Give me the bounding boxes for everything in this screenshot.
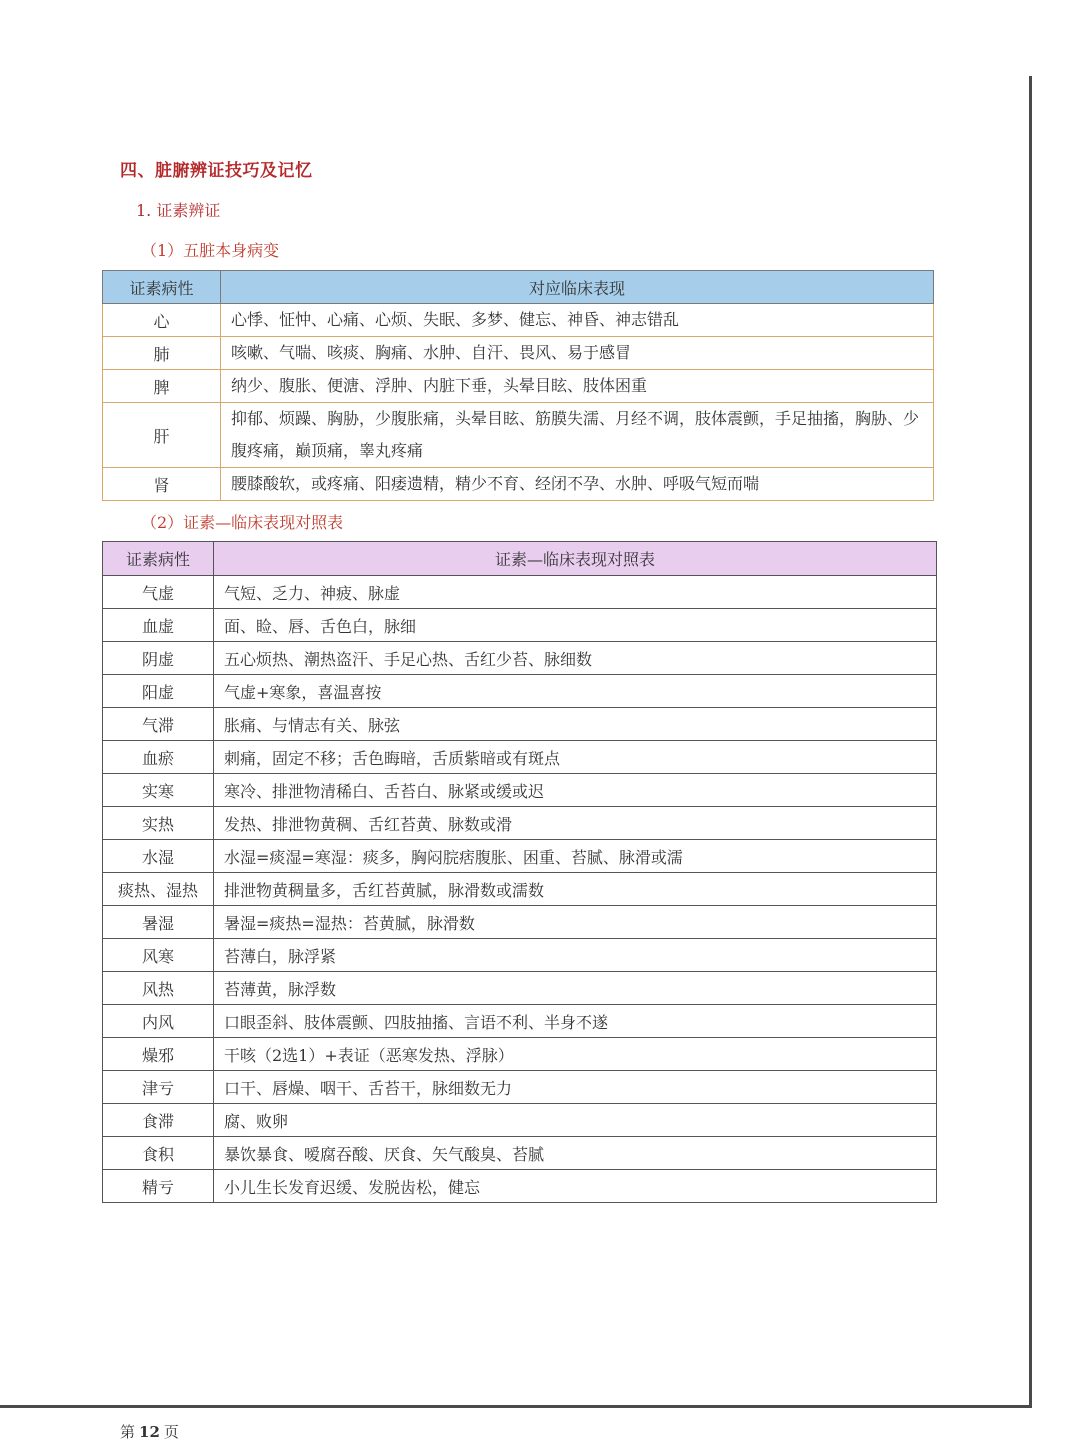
column-header: 证素—临床表现对照表 <box>214 542 937 576</box>
manifestation-cell: 排泄物黄稠量多，舌红苔黄腻，脉滑数或濡数 <box>214 873 937 906</box>
syndrome-cell: 燥邪 <box>103 1038 214 1071</box>
manifestation-cell: 寒冷、排泄物清稀白、舌苔白、脉紧或缓或迟 <box>214 774 937 807</box>
manifestation-cell: 苔薄黄，脉浮数 <box>214 972 937 1005</box>
manifestation-cell: 胀痛、与情志有关、脉弦 <box>214 708 937 741</box>
symptom-cell: 心悸、怔忡、心痛、心烦、失眠、多梦、健忘、神昏、神志错乱 <box>221 304 934 337</box>
syndrome-cell: 气虚 <box>103 576 214 609</box>
page-footer <box>120 1421 179 1442</box>
page-suffix: 页 <box>163 1423 179 1441</box>
table-row <box>103 873 937 906</box>
syndrome-cell: 痰热、湿热 <box>103 873 214 906</box>
page-prefix: 第 <box>120 1423 136 1441</box>
table-row <box>103 642 937 675</box>
manifestation-cell: 暑湿=痰热=湿热：苔黄腻，脉滑数 <box>214 906 937 939</box>
organ-cell: 肺 <box>103 337 221 370</box>
page-number: 12 <box>139 1423 160 1441</box>
manifestation-cell: 水湿=痰湿=寒湿：痰多，胸闷脘痞腹胀、困重、苔腻、脉滑或濡 <box>214 840 937 873</box>
table-row <box>103 576 937 609</box>
manifestation-cell: 干咳（2选1）+表证（恶寒发热、浮脉） <box>214 1038 937 1071</box>
manifestation-cell: 气短、乏力、神疲、脉虚 <box>214 576 937 609</box>
organ-cell: 心 <box>103 304 221 337</box>
manifestation-cell: 气虚+寒象，喜温喜按 <box>214 675 937 708</box>
table-row <box>103 1170 937 1203</box>
syndrome-table <box>102 541 937 1203</box>
syndrome-cell: 实寒 <box>103 774 214 807</box>
organ-cell: 脾 <box>103 370 221 403</box>
syndrome-cell: 风寒 <box>103 939 214 972</box>
manifestation-cell: 苔薄白，脉浮紧 <box>214 939 937 972</box>
syndrome-cell: 阳虚 <box>103 675 214 708</box>
table2-title: （2）证素—临床表现对照表 <box>141 513 344 532</box>
manifestation-cell: 小儿生长发育迟缓、发脱齿松，健忘 <box>214 1170 937 1203</box>
symptom-cell: 抑郁、烦躁、胸胁，少腹胀痛，头晕目眩、筋膜失濡、月经不调，肢体震颤，手足抽搐，胸胁、少腹疼痛，巅顶痛，睾丸疼痛 <box>221 403 934 468</box>
table-row <box>103 774 937 807</box>
manifestation-cell: 口眼歪斜、肢体震颤、四肢抽搐、言语不利、半身不遂 <box>214 1005 937 1038</box>
manifestation-cell: 刺痛，固定不移；舌色晦暗，舌质紫暗或有斑点 <box>214 741 937 774</box>
table-row <box>103 840 937 873</box>
syndrome-cell: 血虚 <box>103 609 214 642</box>
table-row <box>103 1104 937 1137</box>
organ-cell: 肾 <box>103 468 221 501</box>
document-page <box>0 76 1032 1441</box>
table-row <box>103 1137 937 1170</box>
table-row <box>103 609 937 642</box>
manifestation-cell: 发热、排泄物黄稠、舌红苔黄、脉数或滑 <box>214 807 937 840</box>
column-header: 证素病性 <box>103 542 214 576</box>
column-header: 对应临床表现 <box>221 271 934 304</box>
table-row <box>103 741 937 774</box>
table-row <box>103 708 937 741</box>
syndrome-cell: 津亏 <box>103 1071 214 1104</box>
syndrome-cell: 暑湿 <box>103 906 214 939</box>
syndrome-cell: 气滞 <box>103 708 214 741</box>
table-header-row <box>103 271 934 304</box>
symptom-cell: 腰膝酸软，或疼痛、阳痿遗精，精少不育、经闭不孕、水肿、呼吸气短而喘 <box>221 468 934 501</box>
organ-table <box>102 270 934 501</box>
table-row <box>103 370 934 403</box>
manifestation-cell: 五心烦热、潮热盗汗、手足心热、舌红少苔、脉细数 <box>214 642 937 675</box>
syndrome-cell: 精亏 <box>103 1170 214 1203</box>
syndrome-cell: 食滞 <box>103 1104 214 1137</box>
table-row <box>103 304 934 337</box>
symptom-cell: 咳嗽、气喘、咳痰、胸痛、水肿、自汗、畏风、易于感冒 <box>221 337 934 370</box>
table-row <box>103 403 934 468</box>
table-row <box>103 468 934 501</box>
manifestation-cell: 面、睑、唇、舌色白，脉细 <box>214 609 937 642</box>
table-row <box>103 972 937 1005</box>
table-row <box>103 675 937 708</box>
syndrome-cell: 实热 <box>103 807 214 840</box>
table-row <box>103 337 934 370</box>
table-row <box>103 1038 937 1071</box>
table-row <box>103 1005 937 1038</box>
syndrome-cell: 食积 <box>103 1137 214 1170</box>
syndrome-cell: 血瘀 <box>103 741 214 774</box>
manifestation-cell: 腐、败卵 <box>214 1104 937 1137</box>
table-row <box>103 906 937 939</box>
table-row <box>103 1071 937 1104</box>
organ-cell: 肝 <box>103 403 221 468</box>
sub-title: 1. 证素辨证 <box>136 201 221 220</box>
syndrome-cell: 阴虚 <box>103 642 214 675</box>
manifestation-cell: 暴饮暴食、嗳腐吞酸、厌食、矢气酸臭、苔腻 <box>214 1137 937 1170</box>
section-title: 四、脏腑辨证技巧及记忆 <box>120 161 313 181</box>
table-row <box>103 939 937 972</box>
table-header-row <box>103 542 937 576</box>
manifestation-cell: 口干、唇燥、咽干、舌苔干，脉细数无力 <box>214 1071 937 1104</box>
table-row <box>103 807 937 840</box>
column-header: 证素病性 <box>103 271 221 304</box>
table1-title: （1）五脏本身病变 <box>141 241 280 260</box>
syndrome-cell: 风热 <box>103 972 214 1005</box>
syndrome-cell: 水湿 <box>103 840 214 873</box>
syndrome-cell: 内风 <box>103 1005 214 1038</box>
symptom-cell: 纳少、腹胀、便溏、浮肿、内脏下垂，头晕目眩、肢体困重 <box>221 370 934 403</box>
